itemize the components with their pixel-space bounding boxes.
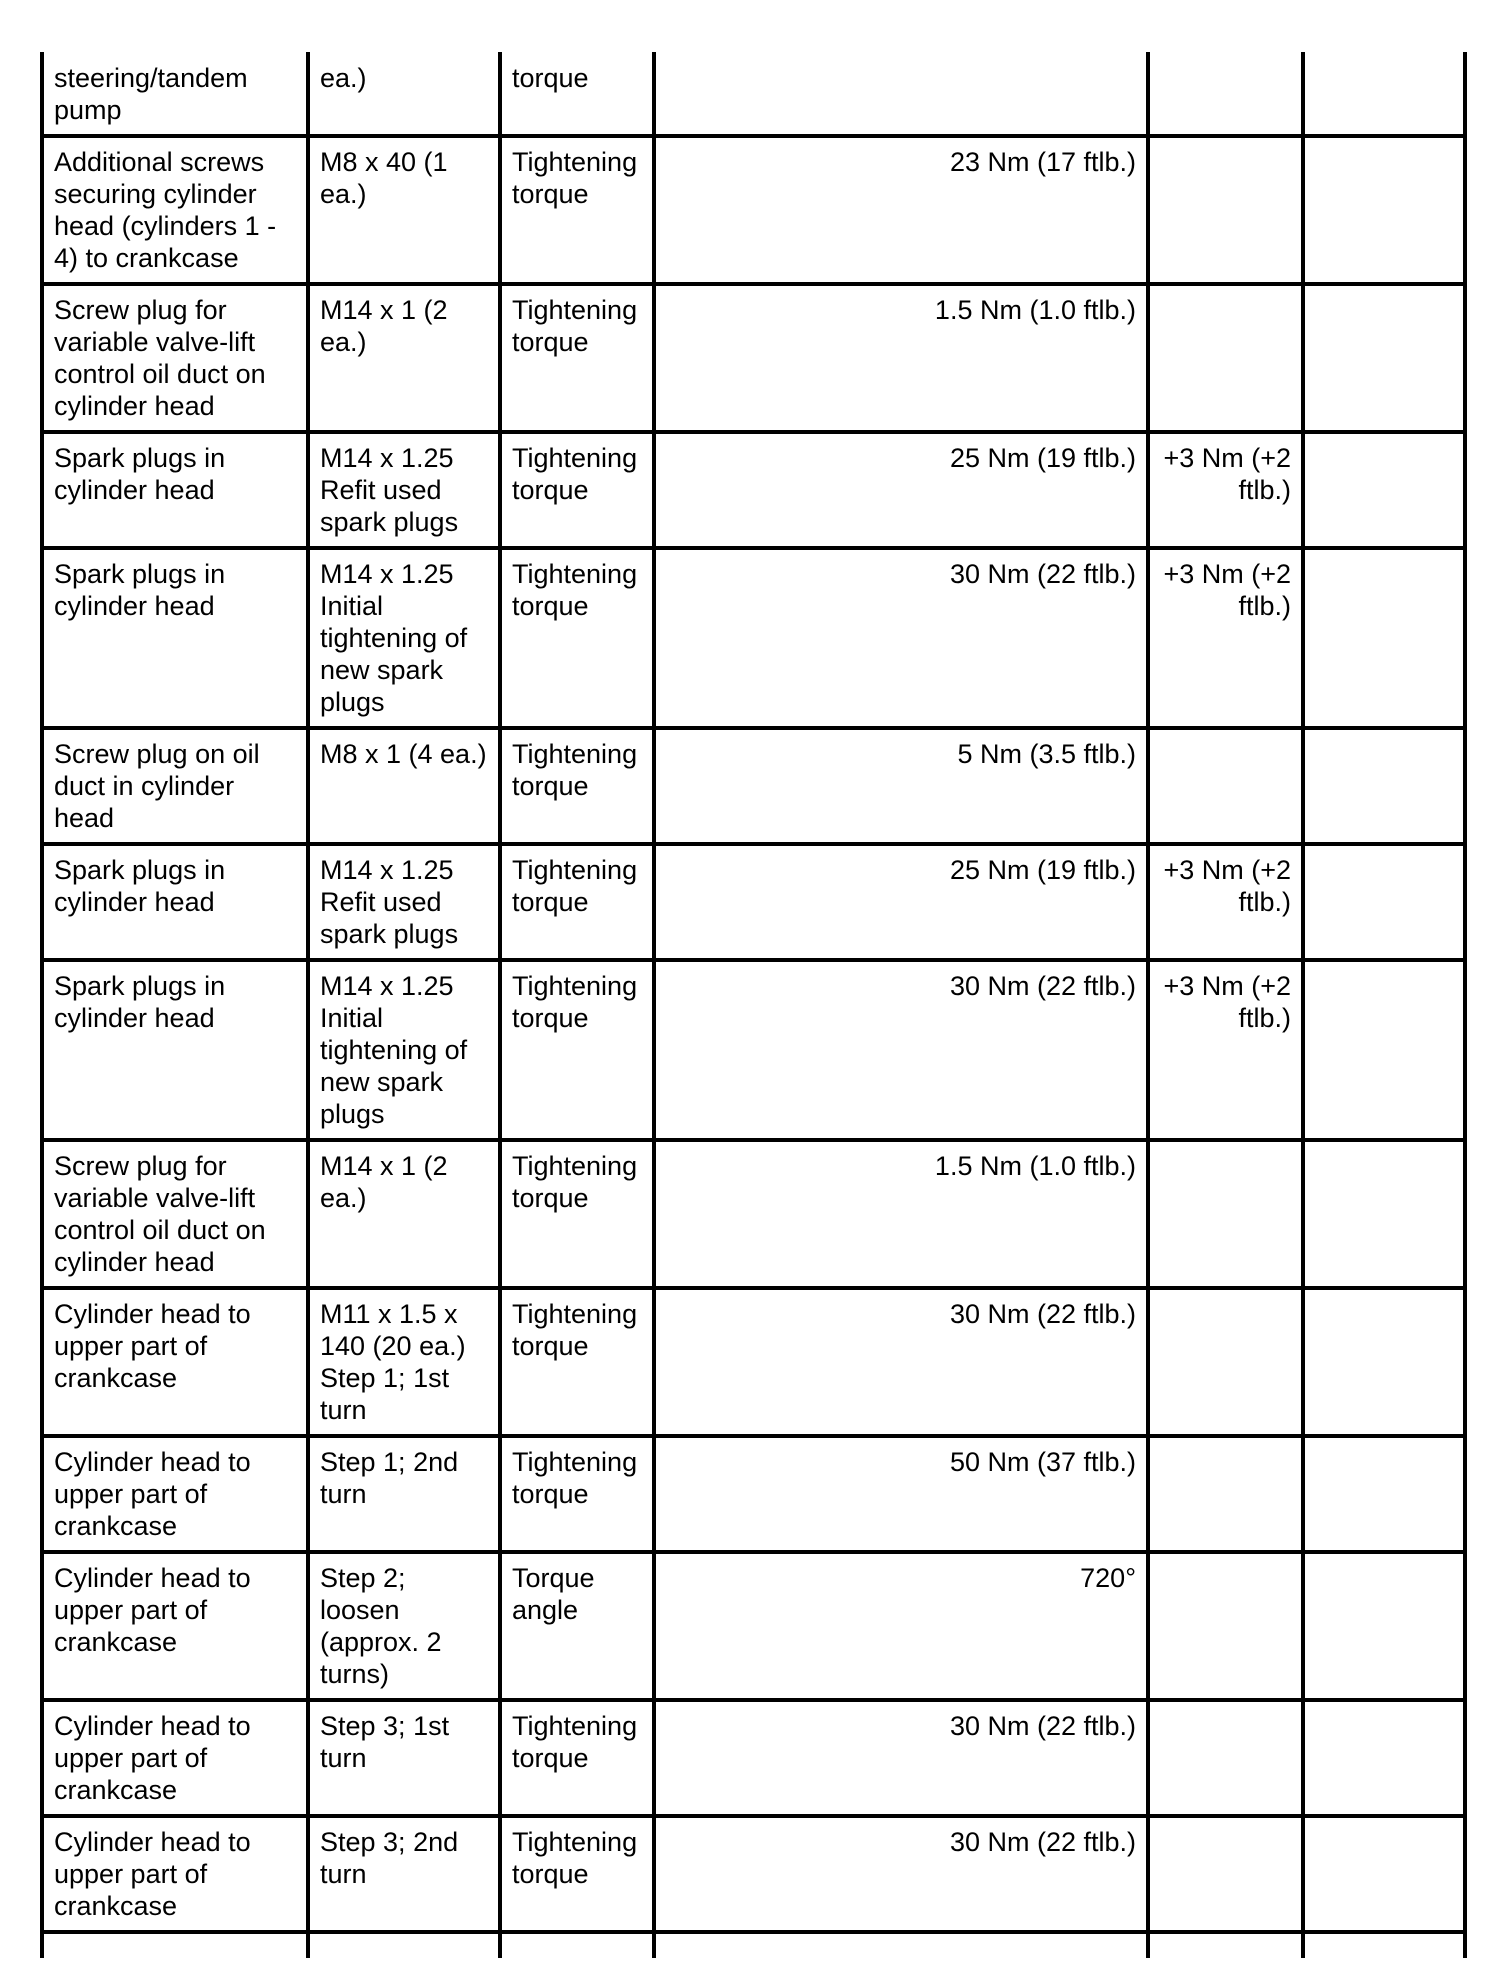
spec-type-cell: Tightening torque <box>500 548 654 728</box>
spec-type-cell: Tightening torque <box>500 960 654 1140</box>
table-row <box>44 1140 1463 1288</box>
spec-type-cell: Tightening torque <box>500 1700 654 1816</box>
spec-type-cell: torque <box>500 52 654 136</box>
component-cell: Spark plugs in cylinder head <box>44 548 308 728</box>
tolerance-cell <box>1148 1552 1303 1700</box>
empty-cell <box>1303 1932 1463 1958</box>
notes-cell <box>1303 1816 1463 1932</box>
torque-value-cell: 23 Nm (17 ftlb.) <box>654 136 1148 284</box>
table-row <box>44 432 1463 548</box>
notes-cell <box>1303 1288 1463 1436</box>
fastener-size-cell: M8 x 1 (4 ea.) <box>308 728 500 844</box>
table-row <box>44 548 1463 728</box>
torque-value-cell: 720° <box>654 1552 1148 1700</box>
component-cell: Screw plug on oil duct in cylinder head <box>44 728 308 844</box>
table-row <box>44 52 1463 136</box>
spec-type-cell: Tightening torque <box>500 1436 654 1552</box>
fastener-size-cell: M14 x 1.25 Initial tightening of new spark plugs <box>308 548 500 728</box>
tolerance-cell <box>1148 1288 1303 1436</box>
table-row <box>44 284 1463 432</box>
torque-value-cell: 25 Nm (19 ftlb.) <box>654 844 1148 960</box>
tolerance-cell: +3 Nm (+2 ftlb.) <box>1148 548 1303 728</box>
torque-value-cell: 25 Nm (19 ftlb.) <box>654 432 1148 548</box>
notes-cell <box>1303 284 1463 432</box>
fastener-size-cell: Step 1; 2nd turn <box>308 1436 500 1552</box>
component-cell: Spark plugs in cylinder head <box>44 432 308 548</box>
spec-type-cell: Tightening torque <box>500 432 654 548</box>
tolerance-cell: +3 Nm (+2 ftlb.) <box>1148 432 1303 548</box>
spec-type-cell: Tightening torque <box>500 1816 654 1932</box>
notes-cell <box>1303 548 1463 728</box>
empty-cell <box>44 1932 308 1958</box>
table-row <box>44 1288 1463 1436</box>
component-cell: steering/tandem pump <box>44 52 308 136</box>
fastener-size-cell: M14 x 1.25 Refit used spark plugs <box>308 844 500 960</box>
torque-spec-table <box>40 52 1467 1958</box>
fastener-size-cell: Step 3; 2nd turn <box>308 1816 500 1932</box>
tolerance-cell <box>1148 1700 1303 1816</box>
notes-cell <box>1303 432 1463 548</box>
torque-value-cell: 1.5 Nm (1.0 ftlb.) <box>654 284 1148 432</box>
tolerance-cell <box>1148 1140 1303 1288</box>
torque-value-cell: 30 Nm (22 ftlb.) <box>654 548 1148 728</box>
notes-cell <box>1303 1140 1463 1288</box>
notes-cell <box>1303 728 1463 844</box>
fastener-size-cell: M14 x 1 (2 ea.) <box>308 284 500 432</box>
spec-type-cell: Tightening torque <box>500 284 654 432</box>
empty-cell <box>500 1932 654 1958</box>
component-cell: Cylinder head to upper part of crankcase <box>44 1436 308 1552</box>
component-cell: Screw plug for variable valve-lift control oil duct on cylinder head <box>44 284 308 432</box>
tolerance-cell <box>1148 1816 1303 1932</box>
tolerance-cell <box>1148 136 1303 284</box>
spec-type-cell: Tightening torque <box>500 728 654 844</box>
torque-table-body <box>44 52 1463 1958</box>
notes-cell <box>1303 1552 1463 1700</box>
fastener-size-cell: M14 x 1 (2 ea.) <box>308 1140 500 1288</box>
tolerance-cell <box>1148 52 1303 136</box>
torque-value-cell: 50 Nm (37 ftlb.) <box>654 1436 1148 1552</box>
torque-value-cell: 30 Nm (22 ftlb.) <box>654 960 1148 1140</box>
notes-cell <box>1303 52 1463 136</box>
tolerance-cell <box>1148 284 1303 432</box>
notes-cell <box>1303 960 1463 1140</box>
table-row <box>44 844 1463 960</box>
torque-value-cell: 1.5 Nm (1.0 ftlb.) <box>654 1140 1148 1288</box>
fastener-size-cell: Step 3; 1st turn <box>308 1700 500 1816</box>
component-cell: Cylinder head to upper part of crankcase <box>44 1700 308 1816</box>
table-row <box>44 1552 1463 1700</box>
table-row <box>44 1816 1463 1932</box>
component-cell: Cylinder head to upper part of crankcase <box>44 1552 308 1700</box>
torque-value-cell: 30 Nm (22 ftlb.) <box>654 1288 1148 1436</box>
tolerance-cell <box>1148 728 1303 844</box>
fastener-size-cell: ea.) <box>308 52 500 136</box>
component-cell: Spark plugs in cylinder head <box>44 960 308 1140</box>
continued-row-stub <box>44 1932 1463 1958</box>
spec-type-cell: Torque angle <box>500 1552 654 1700</box>
fastener-size-cell: M14 x 1.25 Refit used spark plugs <box>308 432 500 548</box>
table-row <box>44 136 1463 284</box>
empty-cell <box>654 1932 1148 1958</box>
table-row <box>44 728 1463 844</box>
spec-type-cell: Tightening torque <box>500 1140 654 1288</box>
torque-value-cell: 30 Nm (22 ftlb.) <box>654 1816 1148 1932</box>
tolerance-cell: +3 Nm (+2 ftlb.) <box>1148 844 1303 960</box>
table-row <box>44 960 1463 1140</box>
notes-cell <box>1303 844 1463 960</box>
notes-cell <box>1303 1700 1463 1816</box>
tolerance-cell <box>1148 1436 1303 1552</box>
torque-value-cell: 30 Nm (22 ftlb.) <box>654 1700 1148 1816</box>
spec-type-cell: Tightening torque <box>500 136 654 284</box>
tolerance-cell: +3 Nm (+2 ftlb.) <box>1148 960 1303 1140</box>
torque-value-cell: 5 Nm (3.5 ftlb.) <box>654 728 1148 844</box>
component-cell: Screw plug for variable valve-lift control oil duct on cylinder head <box>44 1140 308 1288</box>
notes-cell <box>1303 1436 1463 1552</box>
notes-cell <box>1303 136 1463 284</box>
empty-cell <box>1148 1932 1303 1958</box>
component-cell: Spark plugs in cylinder head <box>44 844 308 960</box>
torque-table <box>44 52 1463 1958</box>
table-row <box>44 1436 1463 1552</box>
spec-type-cell: Tightening torque <box>500 844 654 960</box>
table-row <box>44 1700 1463 1816</box>
component-cell: Additional screws securing cylinder head (cylinders 1 - 4) to crankcase <box>44 136 308 284</box>
empty-cell <box>308 1932 500 1958</box>
fastener-size-cell: M11 x 1.5 x 140 (20 ea.) Step 1; 1st turn <box>308 1288 500 1436</box>
component-cell: Cylinder head to upper part of crankcase <box>44 1816 308 1932</box>
fastener-size-cell: M14 x 1.25 Initial tightening of new spark plugs <box>308 960 500 1140</box>
torque-value-cell <box>654 52 1148 136</box>
fastener-size-cell: M8 x 40 (1 ea.) <box>308 136 500 284</box>
component-cell: Cylinder head to upper part of crankcase <box>44 1288 308 1436</box>
spec-type-cell: Tightening torque <box>500 1288 654 1436</box>
fastener-size-cell: Step 2; loosen (approx. 2 turns) <box>308 1552 500 1700</box>
